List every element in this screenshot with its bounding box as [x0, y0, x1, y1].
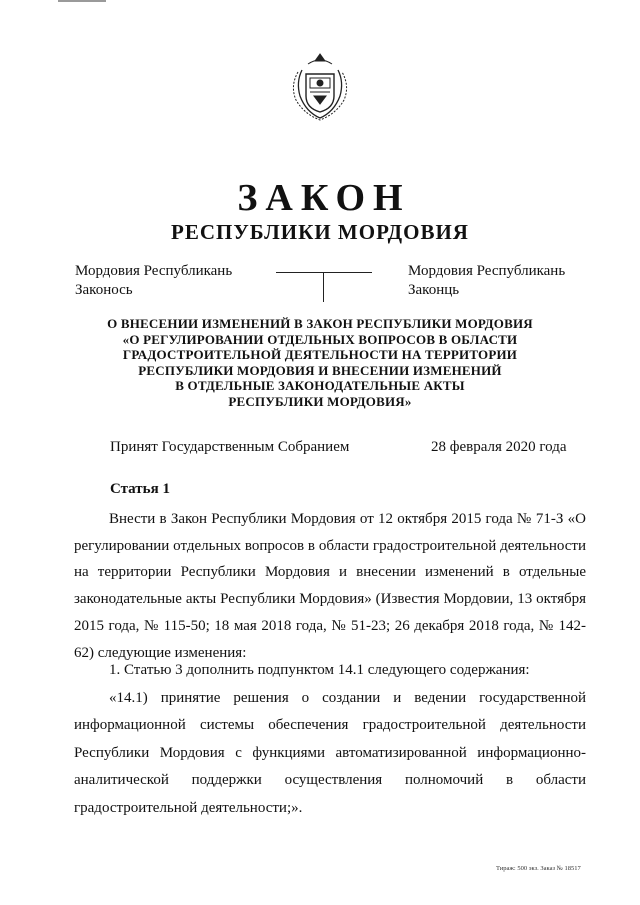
- article-1-intro-paragraph: Внести в Закон Республики Мордовия от 12 октября 2015 года № 71-З «О регулировании отдельных вопросов в области градостроительной деятельности на территории Республики Мордовия и внесении изменений в отдельные законодательные акты Республики Мордовия» (Известия Мордовии, 13 октября 2015 года, № 115-50; 18 мая 2018 года, № 51-23; 26 декабря 2018 года, № 142-62) следующие изменения:: [74, 511, 586, 661]
- article-1-title: Статья 1: [110, 481, 170, 497]
- quote-line: «14.1) принятие решения о создании и ведении государственной: [109, 690, 586, 706]
- quote-line: Республики Мордовия с функциями автоматизированной информационно-: [74, 744, 586, 761]
- scan-edge-mark: [58, 0, 106, 2]
- law-title-line: О ВНЕСЕНИИ ИЗМЕНЕНИЙ В ЗАКОН РЕСПУБЛИКИ МОРДОВИЯ: [107, 316, 533, 331]
- heading-divider-vertical: [323, 272, 324, 302]
- coat-of-arms-of-mordovia-icon: [286, 52, 354, 122]
- article-1-quoted-subclause: [74, 685, 586, 822]
- erzya-right-line1: Мордовия Республикань: [408, 263, 566, 279]
- law-title-line: В ОТДЕЛЬНЫЕ ЗАКОНОДАТЕЛЬНЫЕ АКТЫ: [175, 378, 465, 394]
- adoption-label: Принят Государственным Собранием: [110, 439, 350, 455]
- law-title: [80, 316, 560, 410]
- erzya-heading-right: [408, 262, 565, 300]
- document-subtitle: РЕСПУБЛИКИ МОРДОВИЯ: [171, 220, 469, 244]
- law-title-line: РЕСПУБЛИКИ МОРДОВИЯ»: [228, 393, 412, 409]
- law-title-line: РЕСПУБЛИКИ МОРДОВИЯ И ВНЕСЕНИИ ИЗМЕНЕНИЙ: [138, 362, 502, 378]
- article-1-item-1: 1. Статью 3 дополнить подпунктом 14.1 следующего содержания:: [109, 662, 530, 678]
- quote-line: информационной системы обеспечения градостроительной деятельности: [74, 717, 586, 734]
- document-title: ЗАКОН: [237, 177, 411, 219]
- moksha-heading-left: [75, 262, 232, 300]
- print-run-info: Тираж: 500 экз. Заказ № 18517: [496, 865, 581, 872]
- quote-line: аналитической поддержки осуществления полномочий в области: [74, 772, 586, 789]
- moksha-left-line2: Законось: [75, 282, 133, 298]
- quote-line: градостроительной деятельности;».: [74, 799, 303, 816]
- law-title-line: ГРАДОСТРОИТЕЛЬНОЙ ДЕЯТЕЛЬНОСТИ НА ТЕРРИТОРИИ: [122, 347, 518, 363]
- law-title-line: «О РЕГУЛИРОВАНИИ ОТДЕЛЬНЫХ ВОПРОСОВ В ОБЛАСТИ: [122, 331, 518, 347]
- heading-divider-horizontal: [276, 272, 372, 273]
- erzya-right-line2: Законць: [408, 282, 460, 298]
- moksha-left-line1: Мордовия Республикань: [75, 263, 233, 279]
- adoption-date: 28 февраля 2020 года: [431, 439, 567, 455]
